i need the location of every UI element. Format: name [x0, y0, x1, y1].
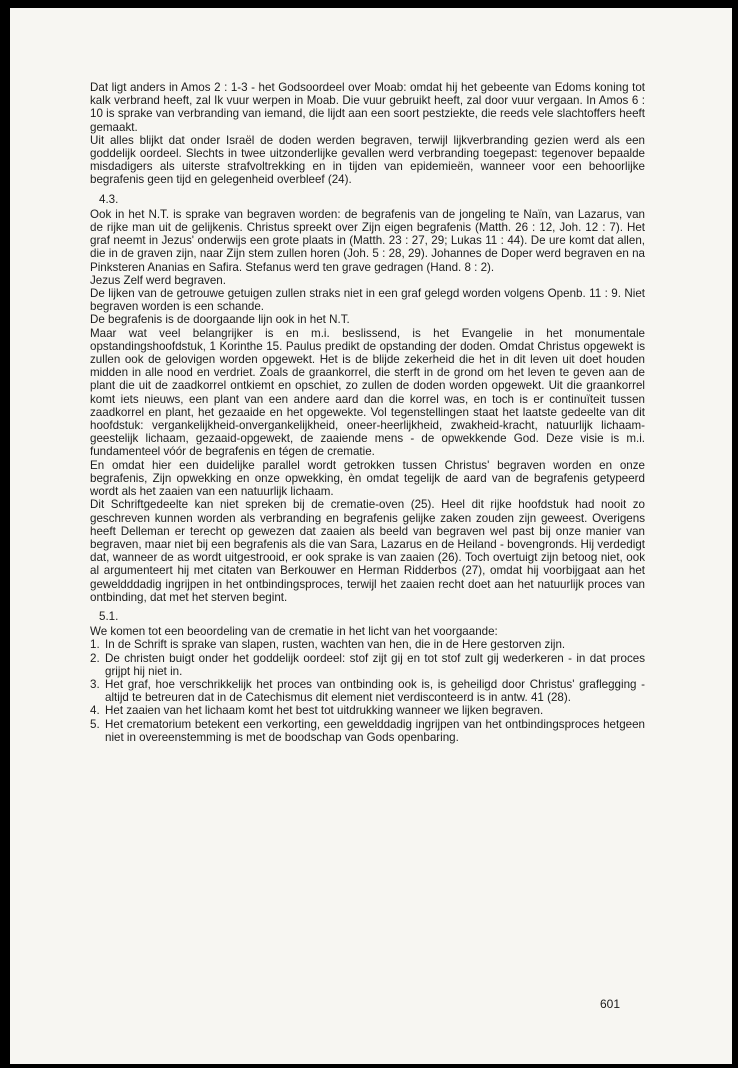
- list-text: De christen buigt onder het goddelijk oordeel: stof zijt gij en tot stof zult gij wederkeren - in dat proces grijpt hij niet in.: [105, 651, 645, 678]
- list-item: [90, 652, 645, 678]
- list-number: 4.: [90, 704, 100, 718]
- list-number: 1.: [90, 638, 100, 652]
- list-item: [90, 678, 645, 704]
- section-heading-4-3: 4.3.: [99, 192, 119, 206]
- list-text: Het crematorium betekent een verkorting, een gewelddadig ingrijpen van het ontbindingsproces hetgeen niet in overeenstemming is met de boodschap van Gods openbaring.: [105, 717, 645, 744]
- page-number: 601: [599, 997, 620, 1011]
- paragraph: En omdat hier een duidelijke parallel wordt getrokken tussen Christus' begraven worden en onze begrafenis, Zijn opwekking en onze opwekking, èn omdat tegelijk de aard van de begrafenis getypeerd wordt als het zaaien van een natuurlijk lichaam.: [90, 458, 645, 499]
- paragraph: Jezus Zelf werd begraven.: [90, 273, 226, 287]
- paragraph: Maar wat veel belangrijker is en m.i. beslissend, is het Evangelie in het monumentale opstandingshoofdstuk, 1 Korinthe 15. Paulus predikt de opstanding der doden. Omdat Christus opgewekt is zullen ook de gelovigen worden opgewekt. Het is de blijde zekerheid die het in dit leven uit doet houden midden in alle nood en verdriet. Zoals de graankorrel, die sterft in de grond om het leven te geven aan de plant die uit de zaadkorrel ontkiemt en opschiet, zo zullen de doden worden opgewekt. Uit die graankorrel komt iets nieuws, een plant van een andere aard dan die korrel was, en toch is er continuïteit tussen zaadkorrel en plant, het gezaaide en het opgewekte. Vol tegenstellingen staat het laatste gedeelte van dit hoofdstuk: vergankelijkheid-onvergankelijkheid, oneer-heerlijkheid, zwakheid-kracht, natuurlijk lichaam-geestelijk lichaam, gezaaid-opgewekt, de zaaiende mens - de opwekkende God. Deze visie is m.i. fundamenteel vóór de begrafenis en tégen de crematie.: [90, 326, 645, 459]
- conclusion-list: [90, 638, 645, 744]
- paragraph: Dit Schriftgedeelte kan niet spreken bij de crematie-oven (25). Heel dit rijke hoofdstuk had nooit zo geschreven kunnen worden als verbranding en begrafenis gelijke zaken zouden zijn geweest. Overigens heeft Delleman er terecht op gewezen dat zaaien als beeld van begraven wel past bij onze manier van begraven, maar niet bij een begrafenis als die van Sara, Lazarus en de Heiland - bovengronds. Hij verdedigt dat, wanneer de as wordt uitgestrooid, er ook sprake is van zaaien (26). Toch overtuigt zijn betoog niet, ook al argumenteert hij met citaten van Berkouwer en Herman Ridderbos (27), omdat hij voorbijgaat aan het geweldddadig ingrijpen in het ontbindingsproces, terwijl het zaaien recht doet aan het natuurlijk proces van ontbinding, dat met het sterven begint.: [90, 498, 645, 604]
- list-number: 3.: [90, 677, 100, 691]
- page-body: [90, 81, 645, 744]
- document-page: [10, 8, 732, 1064]
- paragraph: Ook in het N.T. is sprake van begraven worden: de begrafenis van de jongeling te Naïn, van Lazarus, van de rijke man uit de gelijkenis. Christus spreekt over Zijn eigen begrafenis (Matth. 26 : 12, Joh. 12 : 7). Het graf neemt in Jezus' onderwijs een grote plaats in (Matth. 23 : 27, 29; Lukas 11 : 44). De ure komt dat allen, die in de graven zijn, naar Zijn stem zullen horen (Joh. 5 : 28, 29). Johannes de Doper werd begraven en na Pinksteren Ananias en Safira. Stefanus werd ten grave gedragen (Hand. 8 : 2).: [90, 207, 645, 274]
- list-text: Het graf, hoe verschrikkelijk het proces van ontbinding ook is, is geheiligd door Christus' graflegging - altijd te betreuren dat in de Catechismus dit element niet verdisconteerd is in antw. 41 (28).: [105, 677, 645, 705]
- list-intro: We komen tot een beoordeling van de crematie in het licht van het voorgaande:: [90, 625, 498, 639]
- paragraph: De begrafenis is de doorgaande lijn ook in het N.T.: [90, 313, 350, 327]
- paragraph: De lijken van de getrouwe getuigen zullen straks niet in een graf gelegd worden volgens Openb. 11 : 9. Niet begraven worden is een schande.: [90, 287, 645, 314]
- list-item: [90, 704, 645, 717]
- list-text: Het zaaien van het lichaam komt het best tot uitdrukking wanneer we lijken begraven.: [105, 704, 544, 718]
- paragraph: Dat ligt anders in Amos 2 : 1-3 - het Godsoordeel over Moab: omdat hij het gebeente van Edoms koning tot kalk verbrand heeft, zal Ik vuur werpen in Moab. Die vuur gebruikt heeft, zal door vuur vergaan. In Amos 6 : 10 is sprake van verbranding van iemand, die lijdt aan een soort pestziekte, die reeds vele slachtoffers heeft gemaakt.: [90, 81, 645, 134]
- section-heading-5-1: 5.1.: [99, 609, 119, 623]
- paragraph: Uit alles blijkt dat onder Israël de doden werden begraven, terwijl lijkverbranding gezien werd als een goddelijk oordeel. Slechts in twee uitzonderlijke gevallen werd verbranding toegepast: tegenover bepaalde misdadigers als uiterste strafvoltrekking en in tijden van epidemieën, wanneer voor een behoorlijke begrafenis geen tijd en gelegenheid overbleef (24).: [90, 133, 645, 187]
- list-item: [90, 718, 645, 744]
- list-number: 2.: [90, 651, 100, 665]
- list-text: In de Schrift is sprake van slapen, rusten, wachten van hen, die in de Here gestorven zijn.: [105, 638, 566, 652]
- list-item: [90, 638, 645, 651]
- list-number: 5.: [90, 717, 100, 731]
